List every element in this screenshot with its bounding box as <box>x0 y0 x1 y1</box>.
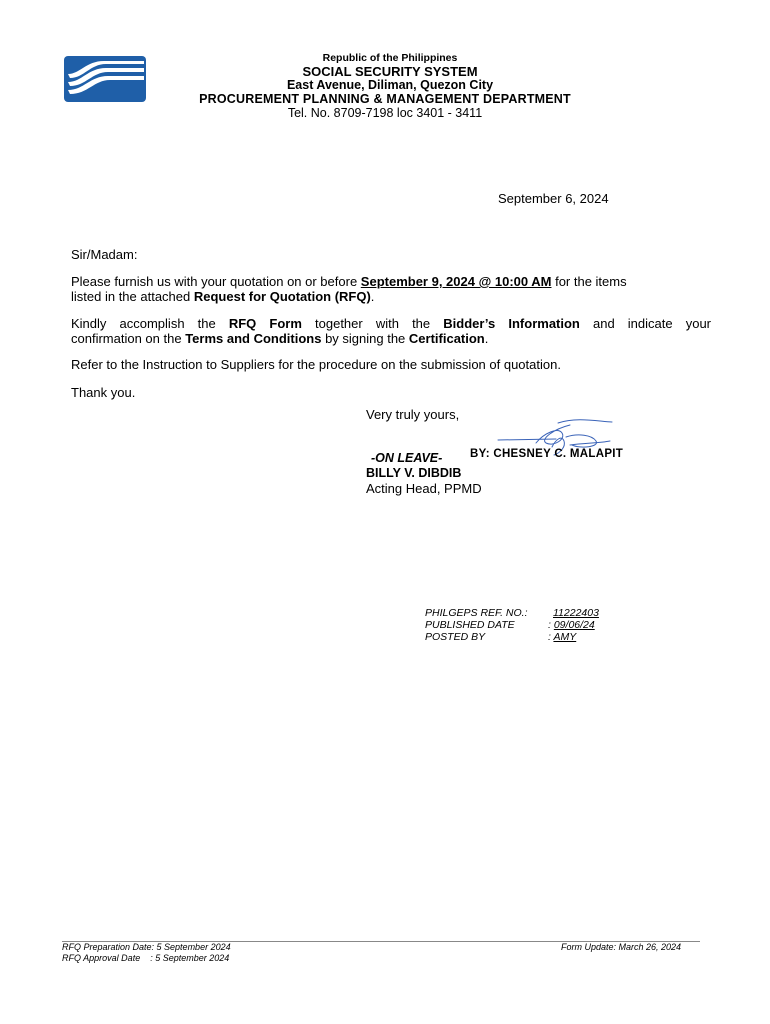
rfq-text: Request for Quotation (RFQ) <box>193 289 371 304</box>
p1-text-a: Please furnish us with your quotation on or before <box>71 274 361 289</box>
closing: Very truly yours, <box>366 407 460 422</box>
p2-text-b: together with the <box>301 316 444 331</box>
header-telephone: Tel. No. 8709-7198 loc 3401 - 3411 <box>287 106 483 120</box>
signed-by: BY: CHESNEY C. MALAPIT <box>470 448 624 460</box>
certification-text: Certification <box>408 331 485 346</box>
rfq-form-text: RFQ Form <box>228 316 302 331</box>
p1-text-c: listed in the attached <box>71 289 194 304</box>
posted-value: : AMY <box>548 631 577 643</box>
paragraph-rfq-form <box>71 316 711 346</box>
deadline-text: September 9, 2024 @ 10:00 AM <box>360 274 552 289</box>
letter-date: September 6, 2024 <box>498 191 609 206</box>
p2-text-e: by signing the <box>321 331 409 346</box>
posted-label: POSTED BY <box>425 631 486 643</box>
header-republic: Republic of the Philippines <box>322 52 458 64</box>
philgeps-label: PHILGEPS REF. NO.: <box>425 607 528 619</box>
p2-line1 <box>71 316 711 331</box>
p2-text-d: confirmation on the <box>71 331 186 346</box>
on-leave-label: -ON LEAVE- <box>371 451 443 465</box>
p2-end: . <box>484 331 489 346</box>
p1-end: . <box>370 289 375 304</box>
footer-form-update: Form Update: March 26, 2024 <box>561 942 682 952</box>
posted-by-name: AMY <box>553 631 577 643</box>
p1-text-b: for the items <box>551 274 627 289</box>
published-label: PUBLISHED DATE <box>425 619 515 631</box>
footer-approval-date: RFQ Approval Date : 5 September 2024 <box>62 953 230 963</box>
published-value: : 09/06/24 <box>548 619 595 631</box>
philgeps-value: 11222403 <box>553 607 599 619</box>
footer-prep-date: RFQ Preparation Date: 5 September 2024 <box>62 942 231 952</box>
salutation: Sir/Madam: <box>71 247 138 262</box>
signer-name: BILLY V. DIBDIB <box>366 466 462 480</box>
terms-text: Terms and Conditions <box>185 331 322 346</box>
published-date: 09/06/24 <box>553 619 595 631</box>
p2-text-a: Kindly accomplish the <box>71 316 229 331</box>
paragraph-thanks: Thank you. <box>71 385 136 400</box>
header-organization: SOCIAL SECURITY SYSTEM <box>302 64 478 79</box>
p2-text-c: and indicate your <box>579 316 711 331</box>
header-address: East Avenue, Diliman, Quezon City <box>286 78 494 92</box>
paragraph-quotation-request <box>71 274 711 304</box>
bidder-info-text: Bidder’s Information <box>443 316 580 331</box>
header-department: PROCUREMENT PLANNING & MANAGEMENT DEPARTMENT <box>199 92 571 106</box>
paragraph-instructions: Refer to the Instruction to Suppliers for the procedure on the submission of quotation. <box>71 357 561 372</box>
signer-position: Acting Head, PPMD <box>366 481 482 496</box>
